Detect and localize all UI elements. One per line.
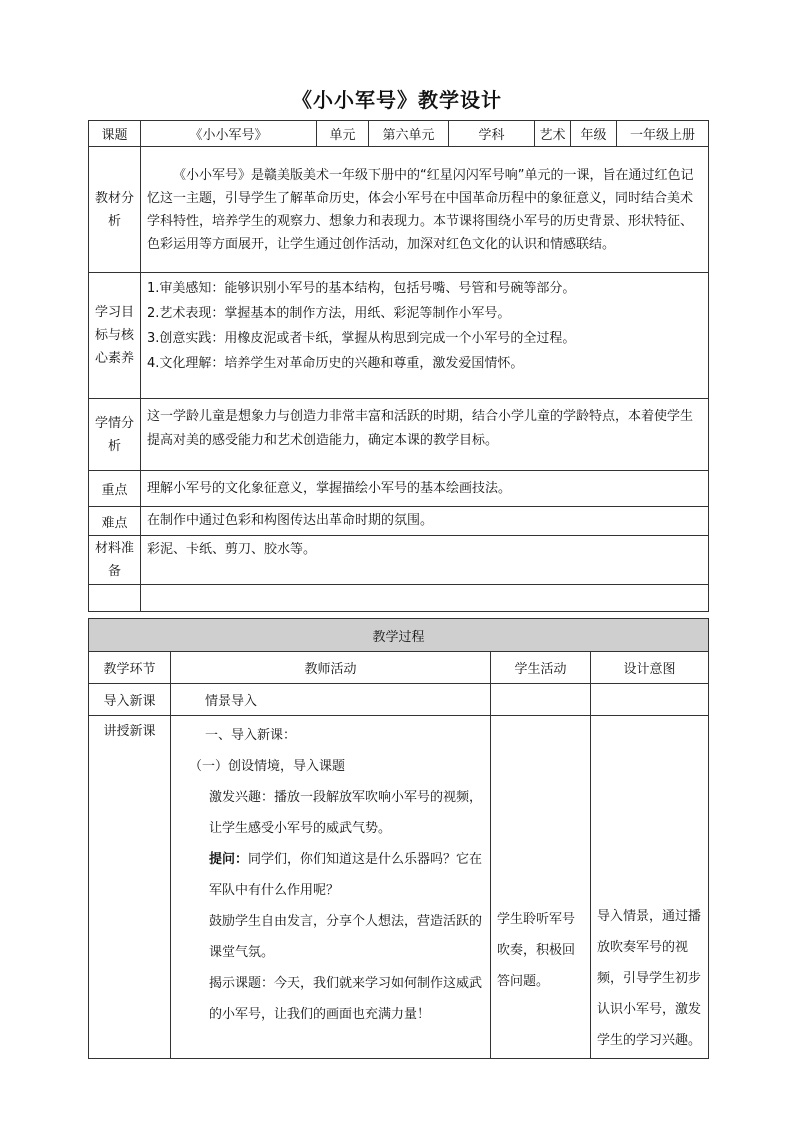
analysis-text: 《小小军号》是赣美版美术一年级下册中的“红星闪闪军号响”单元的一课，旨在通过红色记忆这一主题，引导学生了解革命历史，体会小军号在中国革命历程中的象征意义，同时结合美术学科特性，培养学生的观察力、想象力和表现力。本节课将围绕小军号的历史背景、形状特征、色彩运用等方面展开，让学生通过创作活动，加深对红色文化的认识和情感联结。 xyxy=(141,147,709,273)
header-stage: 教学环节 xyxy=(89,652,171,684)
lesson-label: 课题 xyxy=(89,121,141,147)
empty-cell xyxy=(89,585,141,612)
subject-label: 学科 xyxy=(449,121,535,147)
teacher-line: 揭示课题：今天，我们就来学习如何制作这威武的小军号，让我们的画面也充满力量！ xyxy=(209,976,483,1022)
lesson-info-table xyxy=(88,120,709,612)
lesson-value: 《小小军号》 xyxy=(141,121,317,147)
design-intent: 导入情景，通过播放吹奏军号的视频，引导学生初步认识小军号，激发学生的学习兴趣。 xyxy=(591,716,709,1059)
stage-intro: 导入新课 xyxy=(89,684,171,716)
situation-text: 这一学龄儿童是想象力与创造力非常丰富和活跃的时期，结合小学儿童的学龄特点，本着使学生提高对美的感受能力和艺术创造能力，确定本课的教学目标。 xyxy=(141,399,709,471)
header-teacher: 教师活动 xyxy=(171,652,491,684)
teacher-line xyxy=(185,844,484,906)
question-label: 提问： xyxy=(209,852,249,867)
key-text: 理解小军号的文化象征意义，掌握描绘小军号的基本绘画技法。 xyxy=(141,471,709,507)
teacher-line: 激发兴趣：播放一段解放军吹响小军号的视频，让学生感受小军号的威武气势。 xyxy=(209,790,483,836)
situation-label: 学情分析 xyxy=(89,399,141,471)
teaching-process-table xyxy=(88,618,709,1059)
teacher-activity xyxy=(171,716,491,1059)
goal-item: 2.艺术表现：掌握基本的制作方法，用纸、彩泥等制作小军号。 xyxy=(147,306,511,321)
difficulty-text: 在制作中通过色彩和构图传达出革命时期的氛围。 xyxy=(141,507,709,536)
stage-lecture: 讲授新课 xyxy=(89,716,171,1059)
subject-value: 艺术 xyxy=(535,121,571,147)
materials-label: 材料准备 xyxy=(89,536,141,585)
goals-label: 学习目标与核心素养 xyxy=(89,273,141,399)
teacher-intro: 情景导入 xyxy=(171,684,491,716)
grade-value: 一年级上册 xyxy=(617,121,709,147)
goal-item: 1.审美感知：能够识别小军号的基本结构，包括号嘴、号管和号碗等部分。 xyxy=(147,281,576,296)
unit-value: 第六单元 xyxy=(369,121,449,147)
empty-cell xyxy=(491,684,591,716)
teacher-line: （一）创设情境，导入课题 xyxy=(189,759,346,774)
grade-label: 年级 xyxy=(571,121,617,147)
header-intent: 设计意图 xyxy=(591,652,709,684)
key-label: 重点 xyxy=(89,471,141,507)
unit-label: 单元 xyxy=(317,121,369,147)
analysis-label: 教材分析 xyxy=(89,147,141,273)
question-text: 同学们，你们知道这是什么乐器吗？它在军队中有什么作用呢？ xyxy=(209,852,483,898)
empty-cell xyxy=(591,684,709,716)
goals-list xyxy=(141,273,709,399)
teacher-line: 鼓励学生自由发言，分享个人想法，营造活跃的课堂气氛。 xyxy=(209,914,483,960)
empty-cell xyxy=(141,585,709,612)
difficulty-label: 难点 xyxy=(89,507,141,536)
header-student: 学生活动 xyxy=(491,652,591,684)
student-activity: 学生聆听军号吹奏，积极回答问题。 xyxy=(491,716,591,1059)
goal-item: 3.创意实践：用橡皮泥或者卡纸，掌握从构思到完成一个小军号的全过程。 xyxy=(147,331,576,346)
materials-text: 彩泥、卡纸、剪刀、胶水等。 xyxy=(141,536,709,585)
process-band: 教学过程 xyxy=(89,619,709,652)
goal-item: 4.文化理解：培养学生对革命历史的兴趣和尊重，激发爱国情怀。 xyxy=(147,356,524,371)
page-title: 《小小军号》教学设计 xyxy=(292,88,502,112)
teacher-line: 一、导入新课： xyxy=(205,728,297,743)
